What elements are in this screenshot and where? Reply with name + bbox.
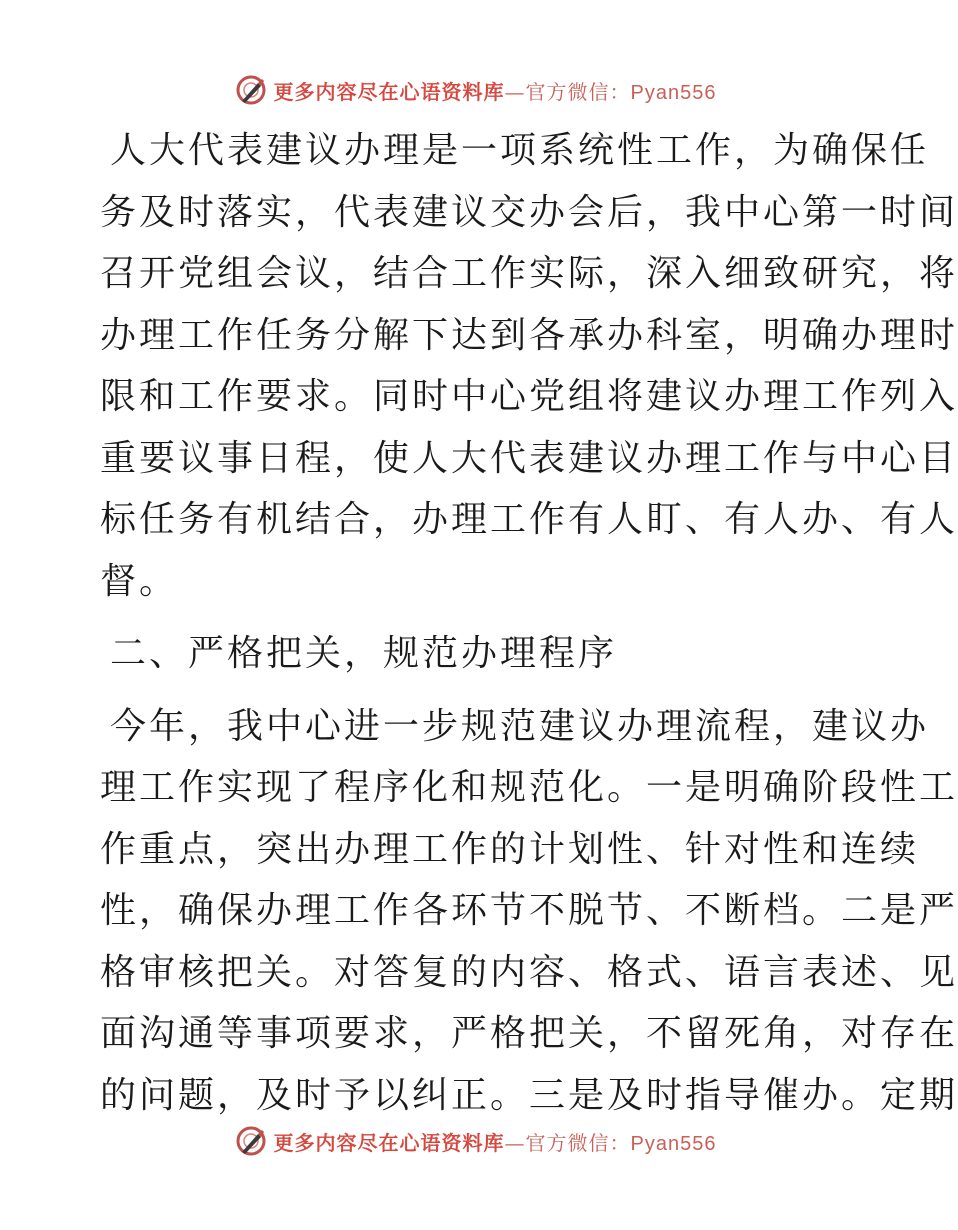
watermark-text: 更多内容尽在心语资料库—官方微信：Pyan556 <box>273 1130 717 1155</box>
text-line: 重要议事日程，使人大代表建议办理工作与中心目 <box>100 437 958 479</box>
footer-watermark <box>0 1121 950 1161</box>
pen-logo-icon <box>234 73 268 107</box>
text-line: 标任务有机结合，办理工作有人盯、有人办、有人 <box>100 499 958 540</box>
watermark-text: 更多内容尽在心语资料库—官方微信：Pyan556 <box>273 79 717 104</box>
text-line: 格审核把关。对答复的内容、格式、语言表述、见 <box>100 951 958 993</box>
text-line: 督。 <box>100 560 179 602</box>
text-line: 性，确保办理工作各环节不脱节、不断档。二是严 <box>100 890 958 931</box>
pen-logo-icon <box>234 1124 268 1158</box>
paragraph-1 <box>100 120 958 612</box>
text-line: 作重点，突出办理工作的计划性、针对性和连续 <box>100 828 920 870</box>
text-line: 的问题，及时予以纠正。三是及时指导催办。定期 <box>100 1074 958 1116</box>
paragraph-2 <box>100 696 958 1127</box>
document-body <box>100 120 958 1126</box>
text-line: 限和工作要求。同时中心党组将建议办理工作列入 <box>100 376 958 417</box>
section-heading: 二、严格把关，规范办理程序 <box>110 633 618 674</box>
header-watermark <box>0 70 950 110</box>
text-line: 理工作实现了程序化和规范化。一是明确阶段性工 <box>100 767 958 808</box>
text-line: 今年，我中心进一步规范建议办理流程，建议办 <box>110 705 930 747</box>
text-line: 人大代表建议办理是一项系统性工作，为确保任 <box>110 130 930 171</box>
text-line: 面沟通等事项要求，严格把关，不留死角，对存在 <box>100 1013 958 1054</box>
text-line: 召开党组会议，结合工作实际，深入细致研究，将 <box>100 253 958 294</box>
text-line: 办理工作任务分解下达到各承办科室，明确办理时 <box>100 314 958 356</box>
text-line: 务及时落实，代表建议交办会后，我中心第一时间 <box>100 191 958 233</box>
